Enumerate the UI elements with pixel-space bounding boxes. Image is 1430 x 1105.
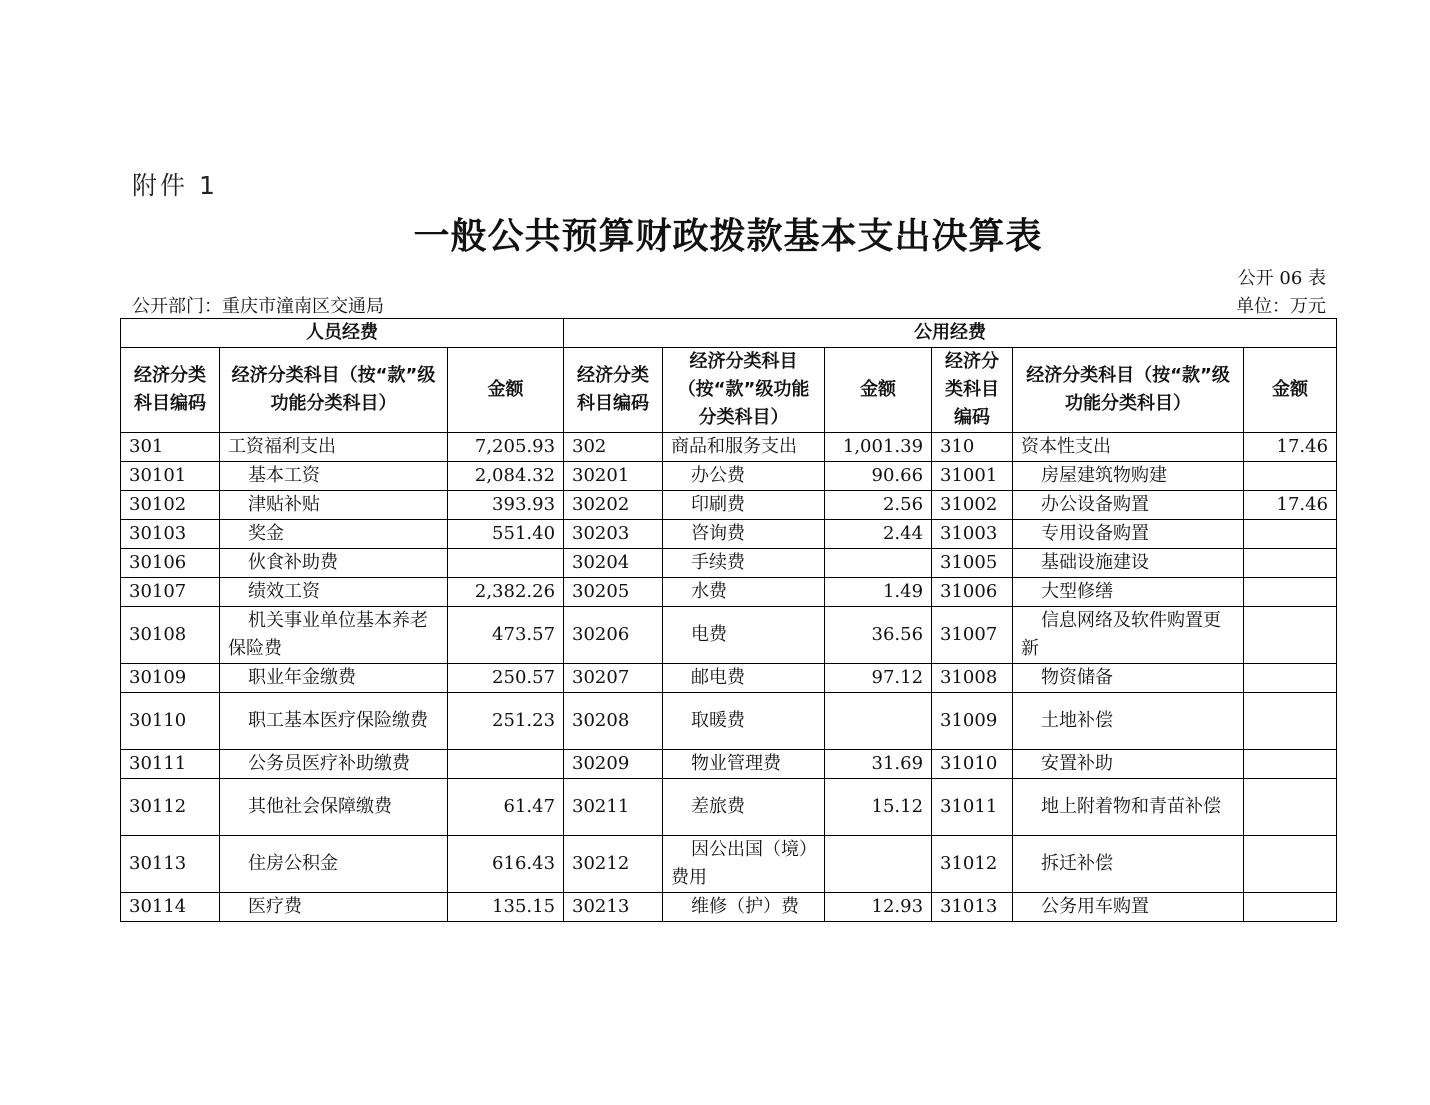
item-code-cell: 30106 — [121, 549, 220, 578]
item-code-cell: 30209 — [564, 750, 663, 779]
item-name-cell: 职工基本医疗保险缴费 — [220, 693, 448, 750]
col-code-header: 经济分类科目编码 — [932, 348, 1013, 433]
item-code-cell: 30113 — [121, 836, 220, 893]
item-amount-cell: 90.66 — [825, 462, 932, 491]
item-code-cell: 30203 — [564, 520, 663, 549]
item-code-cell: 30112 — [121, 779, 220, 836]
item-amount-cell: 250.57 — [448, 664, 564, 693]
col-name-header: 经济分类科目（按“款”级功能分类科目） — [663, 348, 825, 433]
table-row — [121, 549, 1337, 578]
item-code-cell: 31012 — [932, 836, 1013, 893]
item-name-cell: 办公费 — [663, 462, 825, 491]
item-amount-cell — [1244, 693, 1337, 750]
item-code-cell: 30206 — [564, 607, 663, 664]
item-code-cell: 30107 — [121, 578, 220, 607]
item-name-cell: 机关事业单位基本养老保险费 — [220, 607, 448, 664]
item-code-cell: 30212 — [564, 836, 663, 893]
item-amount-cell — [1244, 462, 1337, 491]
item-code-cell: 301 — [121, 433, 220, 462]
table-body — [121, 433, 1337, 922]
table-row — [121, 893, 1337, 922]
item-code-cell: 31001 — [932, 462, 1013, 491]
item-code-cell: 30114 — [121, 893, 220, 922]
col-amount-header: 金额 — [825, 348, 932, 433]
item-amount-cell: 31.69 — [825, 750, 932, 779]
item-name-cell: 大型修缮 — [1013, 578, 1244, 607]
table-row — [121, 750, 1337, 779]
item-code-cell: 30208 — [564, 693, 663, 750]
item-code-cell: 30108 — [121, 607, 220, 664]
item-code-cell: 31013 — [932, 893, 1013, 922]
item-amount-cell: 2.44 — [825, 520, 932, 549]
item-code-cell: 30103 — [121, 520, 220, 549]
attachment-label: 附件 1 — [132, 171, 218, 200]
item-amount-cell: 473.57 — [448, 607, 564, 664]
item-name-cell: 取暖费 — [663, 693, 825, 750]
item-name-cell: 绩效工资 — [220, 578, 448, 607]
item-amount-cell — [1244, 664, 1337, 693]
item-name-cell: 安置补助 — [1013, 750, 1244, 779]
item-amount-cell — [825, 549, 932, 578]
table-row — [121, 693, 1337, 750]
item-name-cell: 手续费 — [663, 549, 825, 578]
item-name-cell: 信息网络及软件购置更新 — [1013, 607, 1244, 664]
item-code-cell: 31003 — [932, 520, 1013, 549]
col-amount-header: 金额 — [448, 348, 564, 433]
table-row — [121, 836, 1337, 893]
item-name-cell: 其他社会保障缴费 — [220, 779, 448, 836]
item-amount-cell — [1244, 607, 1337, 664]
item-amount-cell: 616.43 — [448, 836, 564, 893]
item-amount-cell: 251.23 — [448, 693, 564, 750]
item-name-cell: 津贴补贴 — [220, 491, 448, 520]
item-code-cell: 30109 — [121, 664, 220, 693]
item-name-cell: 公务用车购置 — [1013, 893, 1244, 922]
item-name-cell: 奖金 — [220, 520, 448, 549]
item-amount-cell: 17.46 — [1244, 491, 1337, 520]
item-amount-cell — [1244, 779, 1337, 836]
item-code-cell: 30101 — [121, 462, 220, 491]
item-name-cell: 公务员医疗补助缴费 — [220, 750, 448, 779]
table-row — [121, 433, 1337, 462]
item-code-cell: 31010 — [932, 750, 1013, 779]
form-number: 公开 06 表 — [1237, 268, 1326, 289]
col-code-header: 经济分类科目编码 — [564, 348, 663, 433]
item-amount-cell: 135.15 — [448, 893, 564, 922]
item-amount-cell: 2,084.32 — [448, 462, 564, 491]
item-amount-cell: 17.46 — [1244, 433, 1337, 462]
department-label: 公开部门：重庆市潼南区交通局 — [132, 296, 384, 317]
item-name-cell: 办公设备购置 — [1013, 491, 1244, 520]
item-code-cell: 30204 — [564, 549, 663, 578]
item-code-cell: 30205 — [564, 578, 663, 607]
table-row — [121, 664, 1337, 693]
item-name-cell: 物业管理费 — [663, 750, 825, 779]
group-public-header: 公用经费 — [564, 319, 1337, 348]
item-code-cell: 30202 — [564, 491, 663, 520]
col-name-header: 经济分类科目（按“款”级功能分类科目） — [220, 348, 448, 433]
item-name-cell: 因公出国（境）费用 — [663, 836, 825, 893]
item-name-cell: 伙食补助费 — [220, 549, 448, 578]
col-amount-header: 金额 — [1244, 348, 1337, 433]
item-amount-cell — [825, 836, 932, 893]
item-amount-cell — [1244, 750, 1337, 779]
item-name-cell: 差旅费 — [663, 779, 825, 836]
item-code-cell: 31002 — [932, 491, 1013, 520]
item-code-cell: 31008 — [932, 664, 1013, 693]
item-name-cell: 房屋建筑物购建 — [1013, 462, 1244, 491]
item-code-cell: 30102 — [121, 491, 220, 520]
item-name-cell: 邮电费 — [663, 664, 825, 693]
item-name-cell: 医疗费 — [220, 893, 448, 922]
item-code-cell: 31005 — [932, 549, 1013, 578]
item-name-cell: 基础设施建设 — [1013, 549, 1244, 578]
item-name-cell: 职业年金缴费 — [220, 664, 448, 693]
group-personnel-header: 人员经费 — [121, 319, 564, 348]
item-name-cell: 拆迁补偿 — [1013, 836, 1244, 893]
item-code-cell: 30211 — [564, 779, 663, 836]
budget-table — [120, 318, 1337, 922]
item-code-cell: 30110 — [121, 693, 220, 750]
table-row — [121, 462, 1337, 491]
unit-label: 单位：万元 — [1236, 296, 1326, 317]
item-amount-cell: 393.93 — [448, 491, 564, 520]
item-amount-cell — [1244, 520, 1337, 549]
item-code-cell: 30207 — [564, 664, 663, 693]
item-name-cell: 商品和服务支出 — [663, 433, 825, 462]
item-amount-cell — [448, 750, 564, 779]
item-code-cell: 30213 — [564, 893, 663, 922]
item-amount-cell: 15.12 — [825, 779, 932, 836]
item-amount-cell: 12.93 — [825, 893, 932, 922]
table-row — [121, 491, 1337, 520]
col-code-header: 经济分类科目编码 — [121, 348, 220, 433]
item-code-cell: 310 — [932, 433, 1013, 462]
item-code-cell: 31006 — [932, 578, 1013, 607]
item-name-cell: 土地补偿 — [1013, 693, 1244, 750]
item-name-cell: 专用设备购置 — [1013, 520, 1244, 549]
col-name-header: 经济分类科目（按“款”级功能分类科目） — [1013, 348, 1244, 433]
item-amount-cell — [1244, 836, 1337, 893]
table-row — [121, 779, 1337, 836]
item-amount-cell — [448, 549, 564, 578]
item-amount-cell: 1.49 — [825, 578, 932, 607]
item-code-cell: 31011 — [932, 779, 1013, 836]
item-code-cell: 30201 — [564, 462, 663, 491]
item-name-cell: 印刷费 — [663, 491, 825, 520]
item-name-cell: 电费 — [663, 607, 825, 664]
item-amount-cell — [1244, 549, 1337, 578]
item-name-cell: 住房公积金 — [220, 836, 448, 893]
item-name-cell: 维修（护）费 — [663, 893, 825, 922]
item-amount-cell: 2,382.26 — [448, 578, 564, 607]
item-amount-cell — [1244, 578, 1337, 607]
page-title: 一般公共预算财政拨款基本支出决算表 — [413, 216, 1043, 257]
table-row — [121, 520, 1337, 549]
item-name-cell: 资本性支出 — [1013, 433, 1244, 462]
item-name-cell: 物资储备 — [1013, 664, 1244, 693]
item-amount-cell: 551.40 — [448, 520, 564, 549]
item-name-cell: 咨询费 — [663, 520, 825, 549]
item-amount-cell: 7,205.93 — [448, 433, 564, 462]
item-code-cell: 302 — [564, 433, 663, 462]
item-code-cell: 31007 — [932, 607, 1013, 664]
item-amount-cell: 2.56 — [825, 491, 932, 520]
item-name-cell: 工资福利支出 — [220, 433, 448, 462]
item-amount-cell — [825, 693, 932, 750]
item-amount-cell: 1,001.39 — [825, 433, 932, 462]
item-code-cell: 30111 — [121, 750, 220, 779]
table-row — [121, 578, 1337, 607]
item-amount-cell: 61.47 — [448, 779, 564, 836]
table-row — [121, 607, 1337, 664]
item-name-cell: 水费 — [663, 578, 825, 607]
item-amount-cell: 36.56 — [825, 607, 932, 664]
item-amount-cell — [1244, 893, 1337, 922]
item-name-cell: 基本工资 — [220, 462, 448, 491]
item-name-cell: 地上附着物和青苗补偿 — [1013, 779, 1244, 836]
item-amount-cell: 97.12 — [825, 664, 932, 693]
item-code-cell: 31009 — [932, 693, 1013, 750]
